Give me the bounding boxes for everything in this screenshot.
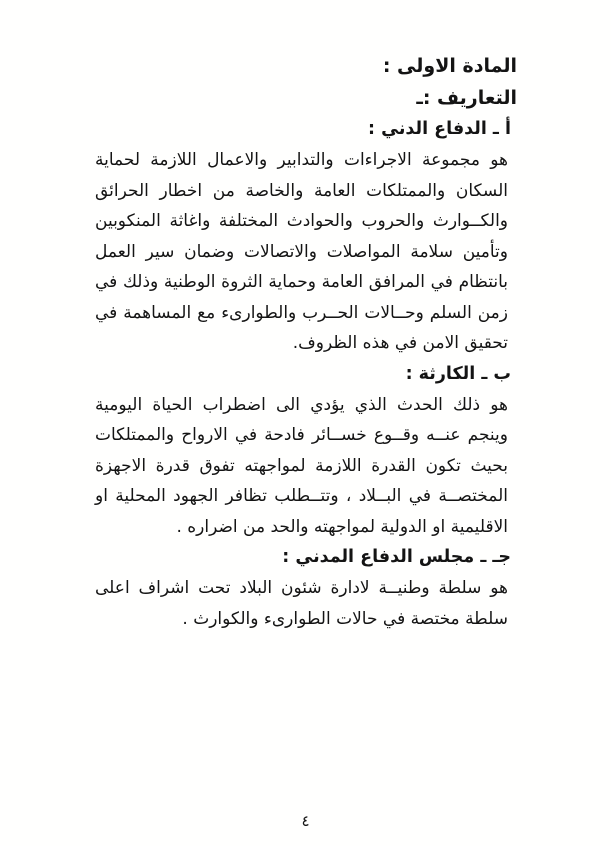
section-a-body: هو مجموعة الاجراءات والتدابير والاعمال اللازمة لحماية السكان والممتلكات العامة والخاصة من اخطار الحرائق والكــوارث والحروب والحوادث المختلفة واغاثة المنكوبين وتأمين سلامة المواصلات والاتصالات وضمان سير العمل بانتظام في المرافق العامة وحماية الثروة الوطنية وذلك في زمن السلم وحــالات الحــرب والطوارىء مع المساهمة في تحقيق الامن في هذه الظروف. (95, 150, 508, 353)
section-b-heading: ب ـ الكارثة : (405, 363, 511, 384)
section-c-body: هو سلطة وطنيــة لادارة شئون البلاد تحت اشراف اعلى سلطة مختصة في حالات الطوارىء والكوارث . (95, 578, 508, 629)
section-disaster (95, 359, 517, 543)
section-a-heading: أ ـ الدفاع الدني : (368, 119, 511, 139)
section-b-body: هو ذلك الحدث الذي يؤدي الى اضطراب الحياة اليومية وينجم عنــه وقــوع خســائر فادحة في الارواح والممتلكات بحيث تكون القدرة اللازمة لمواجهته تفوق قدرة الاجهزة المختصــة في البــلاد ، وتتــطلب تظافر الجهود المحلية او الاقليمية او الدولية لمواجهته والحد من اضراره . (95, 394, 508, 537)
section-civil-defense-council (95, 542, 517, 634)
page-number: ٤ (301, 812, 310, 830)
article-title: المادة الاولى : (382, 55, 517, 77)
section-c-heading: جـ ـ مجلس الدفاع المدني : (282, 547, 511, 567)
section-civil-defense (95, 114, 517, 359)
definitions-heading: التعاريف :ـ (416, 87, 517, 109)
page-content (95, 50, 517, 634)
